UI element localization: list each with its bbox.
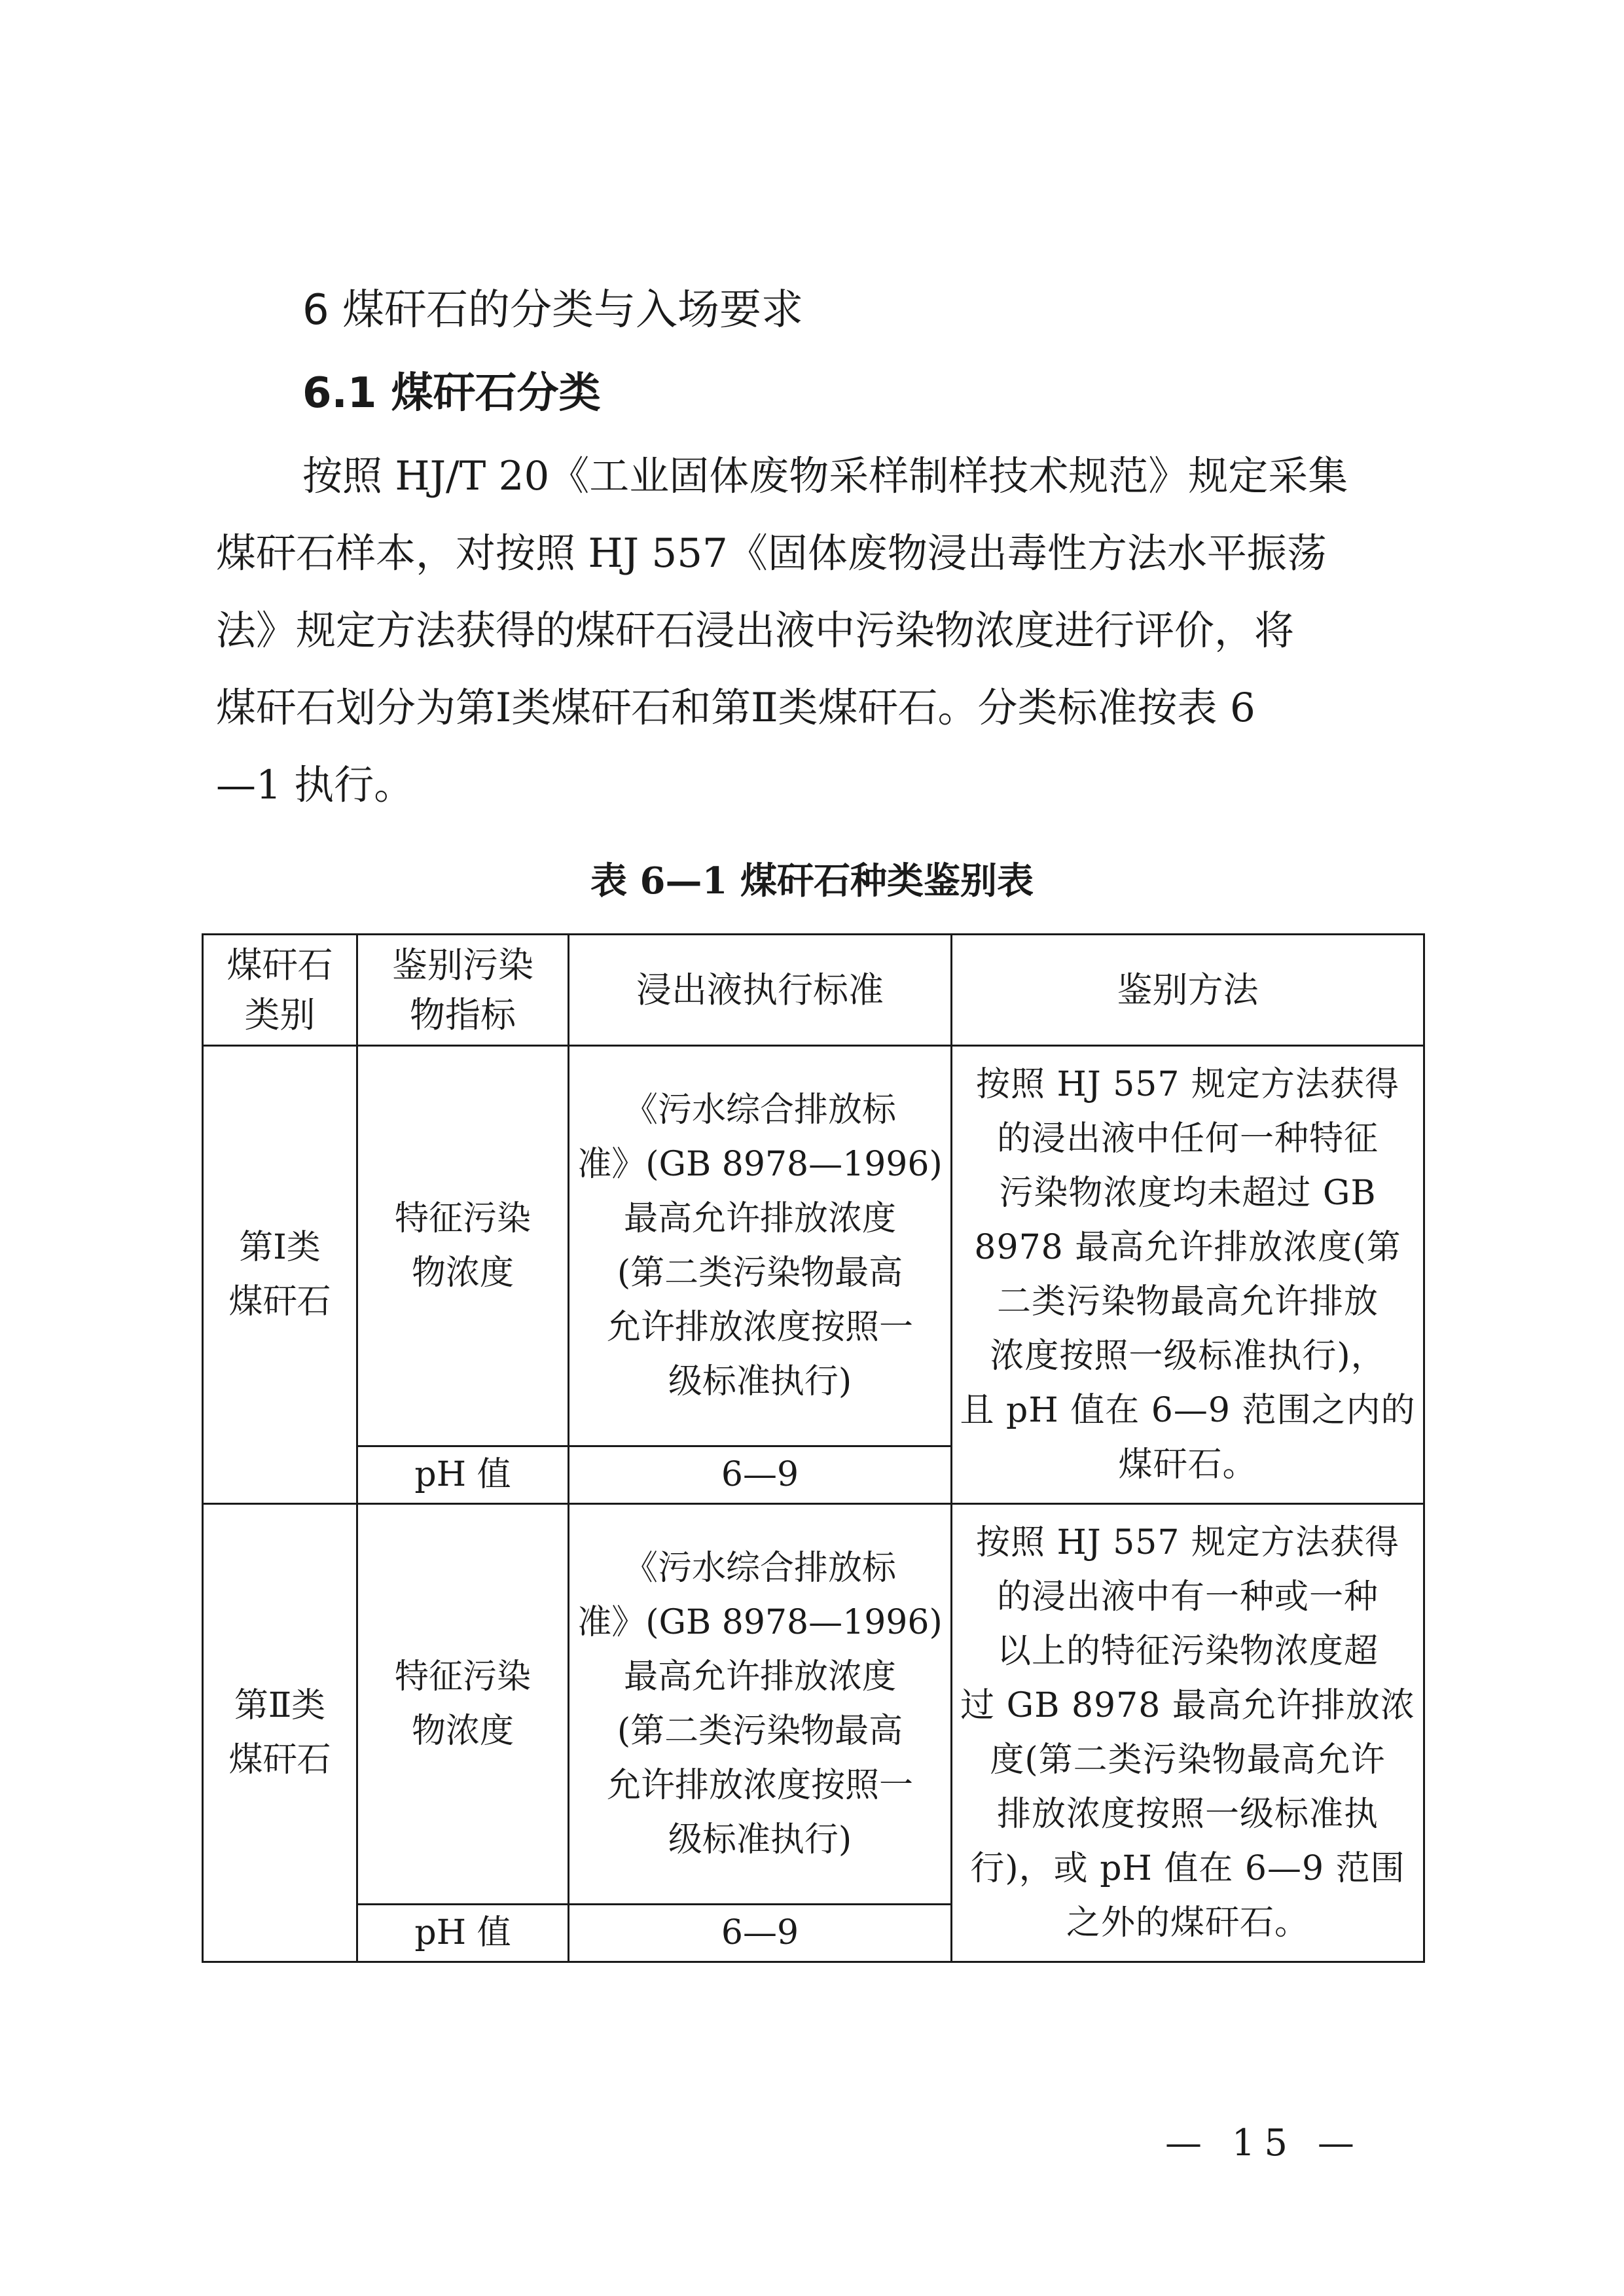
standard-ph-cell: 6—9 bbox=[569, 1905, 952, 1962]
page-number: — 15 — bbox=[1165, 2122, 1363, 2164]
paragraph-line: 煤矸石样本，对按照 HJ 557《固体废物浸出毒性方法水平振荡 bbox=[216, 530, 1327, 577]
classification-table bbox=[202, 933, 1425, 1963]
table-row bbox=[203, 1504, 1424, 1905]
indicator-ph-cell: pH 值 bbox=[357, 1446, 569, 1504]
indicator-cell: 特征污染 物浓度 bbox=[357, 1504, 569, 1905]
subsection-heading: 6.1 煤矸石分类 bbox=[302, 369, 601, 418]
category-cell: 第Ⅱ类 煤矸石 bbox=[203, 1504, 357, 1962]
section-heading: 6 煤矸石的分类与入场要求 bbox=[302, 286, 804, 334]
method-cell: 按照 HJ 557 规定方法获得 的浸出液中有一种或一种 以上的特征污染物浓度超 过 GB 8978 最高允许排放浓 度(第二类污染物最高允许 排放浓度按照一级标准执 行)，或 pH 值在 6—9 范围 之外的煤矸石。 bbox=[952, 1504, 1424, 1962]
header-indicator: 鉴别污染 物指标 bbox=[357, 935, 569, 1046]
header-category: 煤矸石 类别 bbox=[203, 935, 357, 1046]
table-header-row bbox=[203, 935, 1424, 1046]
category-cell: 第Ⅰ类 煤矸石 bbox=[203, 1046, 357, 1504]
standard-ph-cell: 6—9 bbox=[569, 1446, 952, 1504]
paragraph-line: —1 执行。 bbox=[216, 762, 414, 808]
table-caption: 表 6—1 煤矸石种类鉴别表 bbox=[590, 859, 1034, 903]
header-method: 鉴别方法 bbox=[952, 935, 1424, 1046]
paragraph-line: 法》规定方法获得的煤矸石浸出液中污染物浓度进行评价，将 bbox=[216, 607, 1295, 654]
method-cell: 按照 HJ 557 规定方法获得 的浸出液中任何一种特征 污染物浓度均未超过 GB 8978 最高允许排放浓度(第 二类污染物最高允许排放 浓度按照一级标准执行)， 且 pH 值在 6—9 范围之内的 煤矸石。 bbox=[952, 1046, 1424, 1504]
standard-cell: 《污水综合排放标 准》(GB 8978—1996) 最高允许排放浓度 (第二类污染物最高 允许排放浓度按照一 级标准执行) bbox=[569, 1046, 952, 1446]
indicator-cell: 特征污染 物浓度 bbox=[357, 1046, 569, 1446]
indicator-ph-cell: pH 值 bbox=[357, 1905, 569, 1962]
paragraph-line: 按照 HJ/T 20《工业固体废物采样制样技术规范》规定采集 bbox=[302, 453, 1348, 499]
table-row bbox=[203, 1046, 1424, 1446]
standard-cell: 《污水综合排放标 准》(GB 8978—1996) 最高允许排放浓度 (第二类污染物最高 允许排放浓度按照一 级标准执行) bbox=[569, 1504, 952, 1905]
header-standard: 浸出液执行标准 bbox=[569, 935, 952, 1046]
paragraph-line: 煤矸石划分为第Ⅰ类煤矸石和第Ⅱ类煤矸石。分类标准按表 6 bbox=[216, 685, 1255, 731]
